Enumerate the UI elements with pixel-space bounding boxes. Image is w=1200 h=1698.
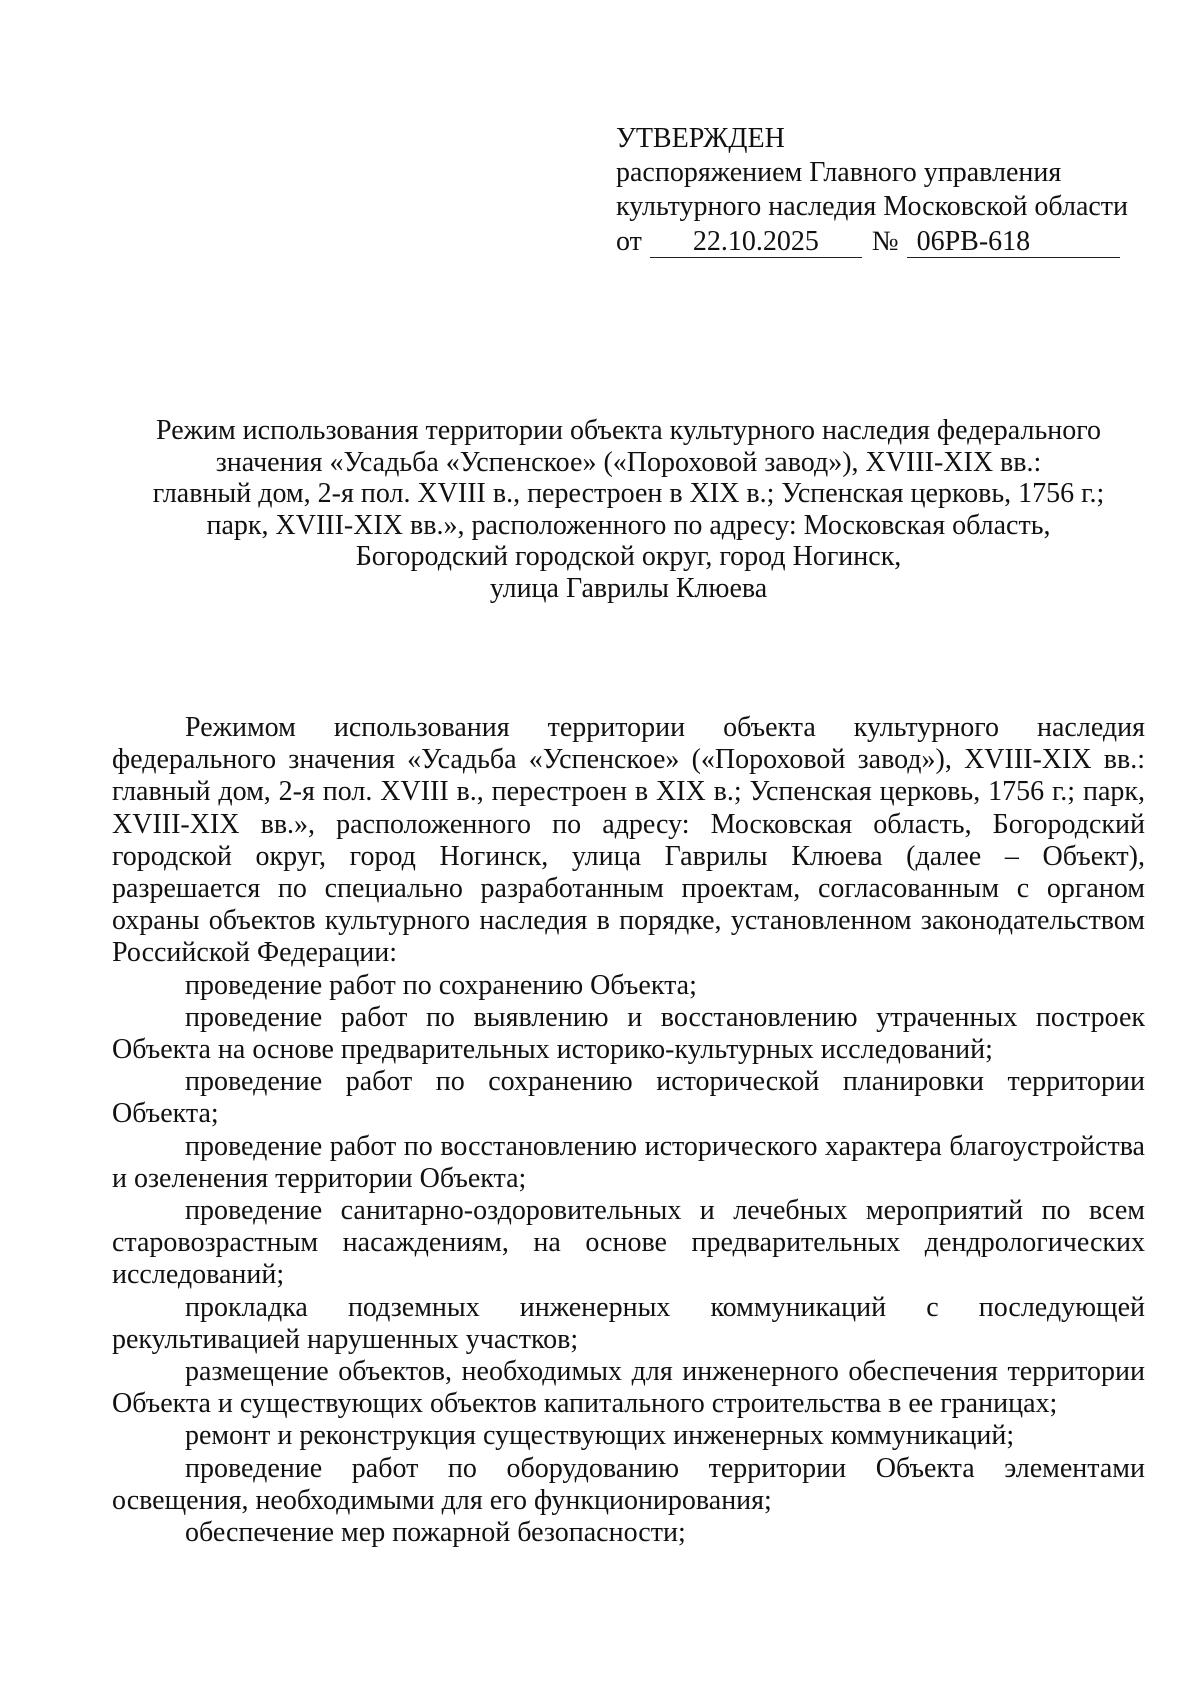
document-body	[112, 712, 1145, 1549]
list-item: ремонт и реконструкция существующих инженерных коммуникаций;	[185, 1420, 1015, 1452]
list-item: проведение работ по выявлению и восстановлению утраченных построек Объекта на основе предварительных историко-культурных исследований;	[112, 1001, 1145, 1066]
title-line: Режим использования территории объекта культурного наследия федерального	[156, 415, 1101, 446]
approval-number: 06РВ-618	[907, 227, 1120, 258]
title-line: Богородский городской округ, город Ногинск,	[355, 541, 902, 572]
list-item: проведение работ по восстановлению исторического характера благоустройства и озеленения территории Объекта;	[112, 1130, 1145, 1194]
list-item: проведение санитарно-оздоровительных и лечебных мероприятий по всем старовозрастным насаждениям, на основе предварительных дендрологических исследований;	[112, 1195, 1145, 1291]
list-item: обеспечение мер пожарной безопасности;	[185, 1517, 686, 1549]
title-line: значения «Усадьба «Успенское» («Пороховой завод»), XVIII-XIX вв.:	[215, 446, 1042, 478]
approval-line-2: культурного наследия Московской области	[616, 191, 1129, 222]
title-line: парк, XVIII-XIX вв.», расположенного по адресу: Московская область,	[206, 509, 1051, 541]
intro-paragraph: Режимом использования территории объекта культурного наследия федерального значения «Усадьба «Успенское» («Пороховой завод»), XVIII-XIX вв.: главный дом, 2-я пол. XVIII в., перестроен в XIX в.; Успенская церковь, 1756 г.; парк, XVIII-XIX вв.», расположенного по адресу: Московская область, Богородский городской округ, город Ногинск, улица Гаврилы Клюева (далее – Объект), разрешается по специально разработанным проектам, согласованным с органом охраны объектов культурного наследия в порядке, установленном законодательством Российской Федерации:	[112, 712, 1145, 969]
approval-block	[616, 122, 1136, 259]
title-line: улица Гаврилы Клюева	[489, 572, 768, 604]
approval-date-row	[616, 225, 1136, 259]
title-line: главный дом, 2-я пол. XVIII в., перестроен в XIX в.; Успенская церковь, 1756 г.;	[152, 478, 1105, 509]
list-item: проведение работ по сохранению исторической планировки территории Объекта;	[112, 1066, 1145, 1130]
approval-date: 22.10.2025	[650, 227, 862, 258]
document-title	[112, 415, 1145, 604]
list-item: размещение объектов, необходимых для инженерного обеспечения территории Объекта и существующих объектов капитального строительства в ее границах;	[112, 1356, 1145, 1420]
list-item: проведение работ по сохранению Объекта;	[185, 969, 697, 1001]
number-prefix: №	[871, 226, 899, 257]
approval-line-1: распоряжением Главного управления	[616, 157, 1062, 188]
approval-heading: УТВЕРЖДЕН	[616, 123, 785, 154]
list-item: прокладка подземных инженерных коммуникаций с последующей рекультивацией нарушенных участков;	[112, 1291, 1145, 1355]
list-item: проведение работ по оборудованию территории Объекта элементами освещения, необходимыми для его функционирования;	[112, 1452, 1145, 1516]
date-prefix: от	[616, 226, 642, 257]
